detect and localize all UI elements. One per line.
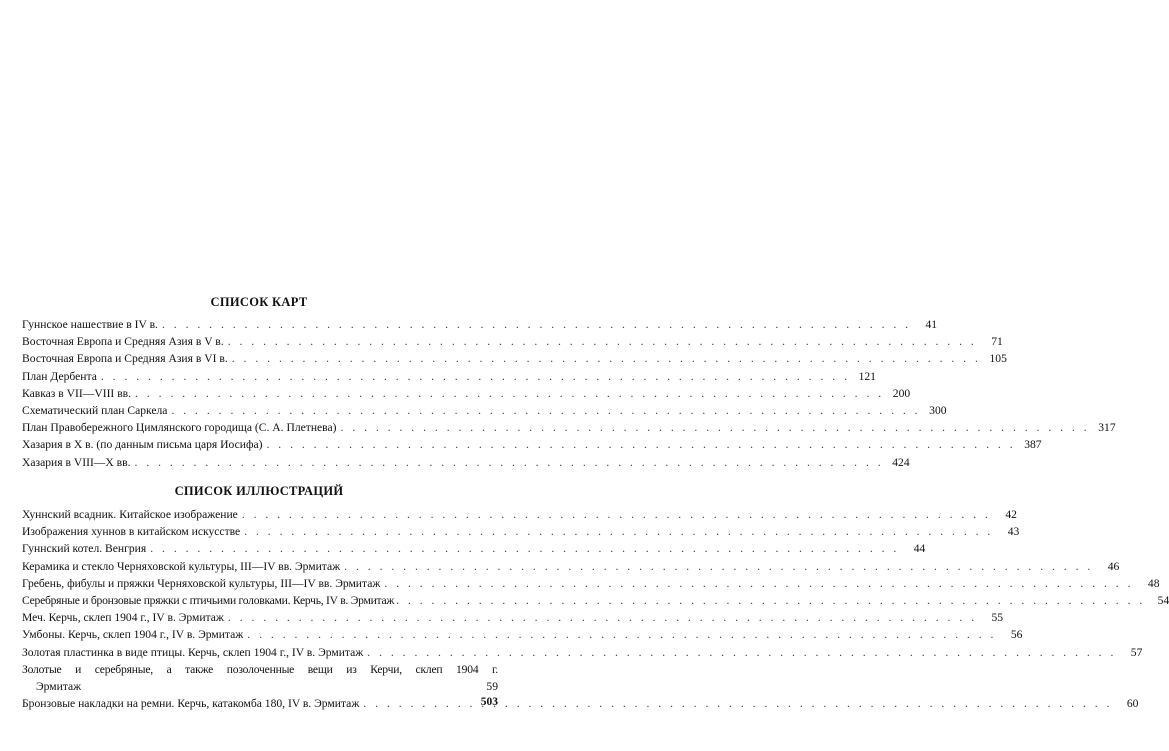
list-item bbox=[22, 385, 911, 402]
list-item bbox=[22, 575, 1160, 592]
entry-title: Золотая пластинка в виде птицы. Керчь, склеп 1904 г., IV в. Эрмитаж bbox=[22, 645, 364, 659]
maps-list bbox=[22, 316, 1116, 471]
leader-dots bbox=[384, 575, 1133, 592]
entry-title: Бронзовые накладки на ремни. Керчь, катакомба 180, IV в. Эрмитаж bbox=[22, 697, 360, 711]
entry-page: 59 bbox=[486, 679, 498, 693]
list-item bbox=[22, 368, 876, 385]
entry-page: 41 bbox=[925, 318, 938, 331]
entry-title: Серебряные и бронзовые пряжки с птичьими головками. Керчь, IV в. Эрмитаж bbox=[22, 593, 395, 607]
entry-title: Хазария в VIII—X вв. bbox=[22, 455, 131, 469]
entry-title: Изображения хуннов в китайском искусстве bbox=[22, 525, 241, 539]
entry-page: 46 bbox=[1107, 559, 1120, 573]
list-item bbox=[22, 626, 1023, 643]
page-number: 503 bbox=[480, 696, 498, 708]
list-item bbox=[22, 695, 1139, 712]
leader-dots bbox=[228, 333, 977, 350]
list-item bbox=[22, 523, 1020, 540]
entry-page: 48 bbox=[1147, 576, 1160, 590]
list-item bbox=[22, 333, 1003, 350]
leader-dots bbox=[135, 454, 884, 471]
entry-page: 43 bbox=[1007, 525, 1020, 539]
list-item bbox=[22, 609, 1004, 626]
leader-dots bbox=[266, 436, 1015, 453]
entry-title: Золотые и серебряные, а также позолоченные вещи из Керчи, склеп 1904 г. bbox=[22, 662, 498, 676]
entry-page: 60 bbox=[1126, 697, 1139, 711]
leader-dots bbox=[344, 558, 1093, 575]
entry-page: 71 bbox=[991, 335, 1003, 349]
entry-title-continued: Эрмитаж bbox=[36, 679, 82, 693]
entry-page: 44 bbox=[913, 542, 926, 556]
entry-page: 300 bbox=[929, 403, 947, 417]
list-item bbox=[22, 644, 1143, 661]
entry-page: 55 bbox=[991, 611, 1004, 625]
leader-dots bbox=[135, 385, 884, 402]
leader-dots bbox=[247, 626, 996, 643]
entry-title: Гребень, фибулы и пряжки Черняховской культуры, III—IV вв. Эрмитаж bbox=[22, 576, 381, 590]
entry-page: 200 bbox=[892, 386, 911, 400]
entry-page: 317 bbox=[1098, 421, 1116, 435]
list-item bbox=[22, 436, 1042, 453]
entry-title: Керамика и стекло Черняховской культуры, III—IV вв. Эрмитаж bbox=[22, 559, 341, 573]
entry-title: Гуннский котел. Венгрия bbox=[22, 542, 147, 556]
entry-title: Хазария в X в. (по данным письма царя Иосифа) bbox=[22, 438, 263, 452]
list-item bbox=[22, 316, 938, 333]
entry-page: 54 bbox=[1157, 593, 1169, 607]
entry-title: Хуннский всадник. Китайское изображение bbox=[22, 508, 238, 521]
list-item bbox=[22, 558, 1120, 575]
entry-page: 56 bbox=[1010, 628, 1023, 642]
entry-title: План Правобережного Цимлянского городища (С. А. Плетнева) bbox=[22, 421, 337, 435]
entry-title: Гуннское нашествие в IV в. bbox=[22, 318, 158, 331]
list-item bbox=[22, 506, 1017, 523]
entry-title: Схематический план Саркела bbox=[22, 403, 168, 417]
illustrations-list bbox=[22, 506, 1169, 712]
list-item bbox=[22, 419, 1116, 436]
entry-page: 42 bbox=[1005, 508, 1017, 521]
entry-page: 57 bbox=[1130, 645, 1143, 659]
leader-dots bbox=[244, 523, 993, 540]
entry-title: План Дербента bbox=[22, 369, 97, 383]
list-item bbox=[22, 592, 1169, 609]
leader-dots bbox=[101, 368, 850, 385]
entry-title: Умбоны. Керчь, склеп 1904 г., IV в. Эрмитаж bbox=[22, 628, 244, 642]
leader-dots bbox=[228, 609, 977, 626]
entry-title: Кавказ в VII—VIII вв. bbox=[22, 386, 132, 400]
maps-heading: СПИСОК КАРТ bbox=[210, 295, 308, 309]
leader-dots bbox=[171, 402, 920, 419]
leader-dots bbox=[341, 419, 1090, 436]
leader-dots bbox=[367, 644, 1116, 661]
entry-page: 387 bbox=[1024, 438, 1042, 452]
list-item bbox=[22, 661, 498, 695]
entry-page: 105 bbox=[989, 352, 1007, 366]
leader-dots bbox=[242, 506, 991, 523]
list-item bbox=[22, 454, 910, 471]
illustrations-heading: СПИСОК ИЛЛЮСТРАЦИЙ bbox=[174, 484, 344, 498]
list-item bbox=[22, 402, 947, 419]
leader-dots bbox=[396, 592, 1145, 609]
entry-page: 424 bbox=[892, 455, 910, 469]
leader-dots bbox=[150, 540, 899, 557]
leader-dots bbox=[162, 316, 911, 333]
entry-title: Меч. Керчь, склеп 1904 г., IV в. Эрмитаж bbox=[22, 611, 224, 625]
entry-title: Восточная Европа и Средняя Азия в V в. bbox=[22, 335, 224, 349]
list-item bbox=[22, 350, 1007, 367]
leader-dots bbox=[232, 350, 981, 367]
entry-title: Восточная Европа и Средняя Азия в VI в. bbox=[22, 352, 228, 366]
entry-page: 121 bbox=[858, 369, 876, 383]
list-item bbox=[22, 540, 926, 557]
